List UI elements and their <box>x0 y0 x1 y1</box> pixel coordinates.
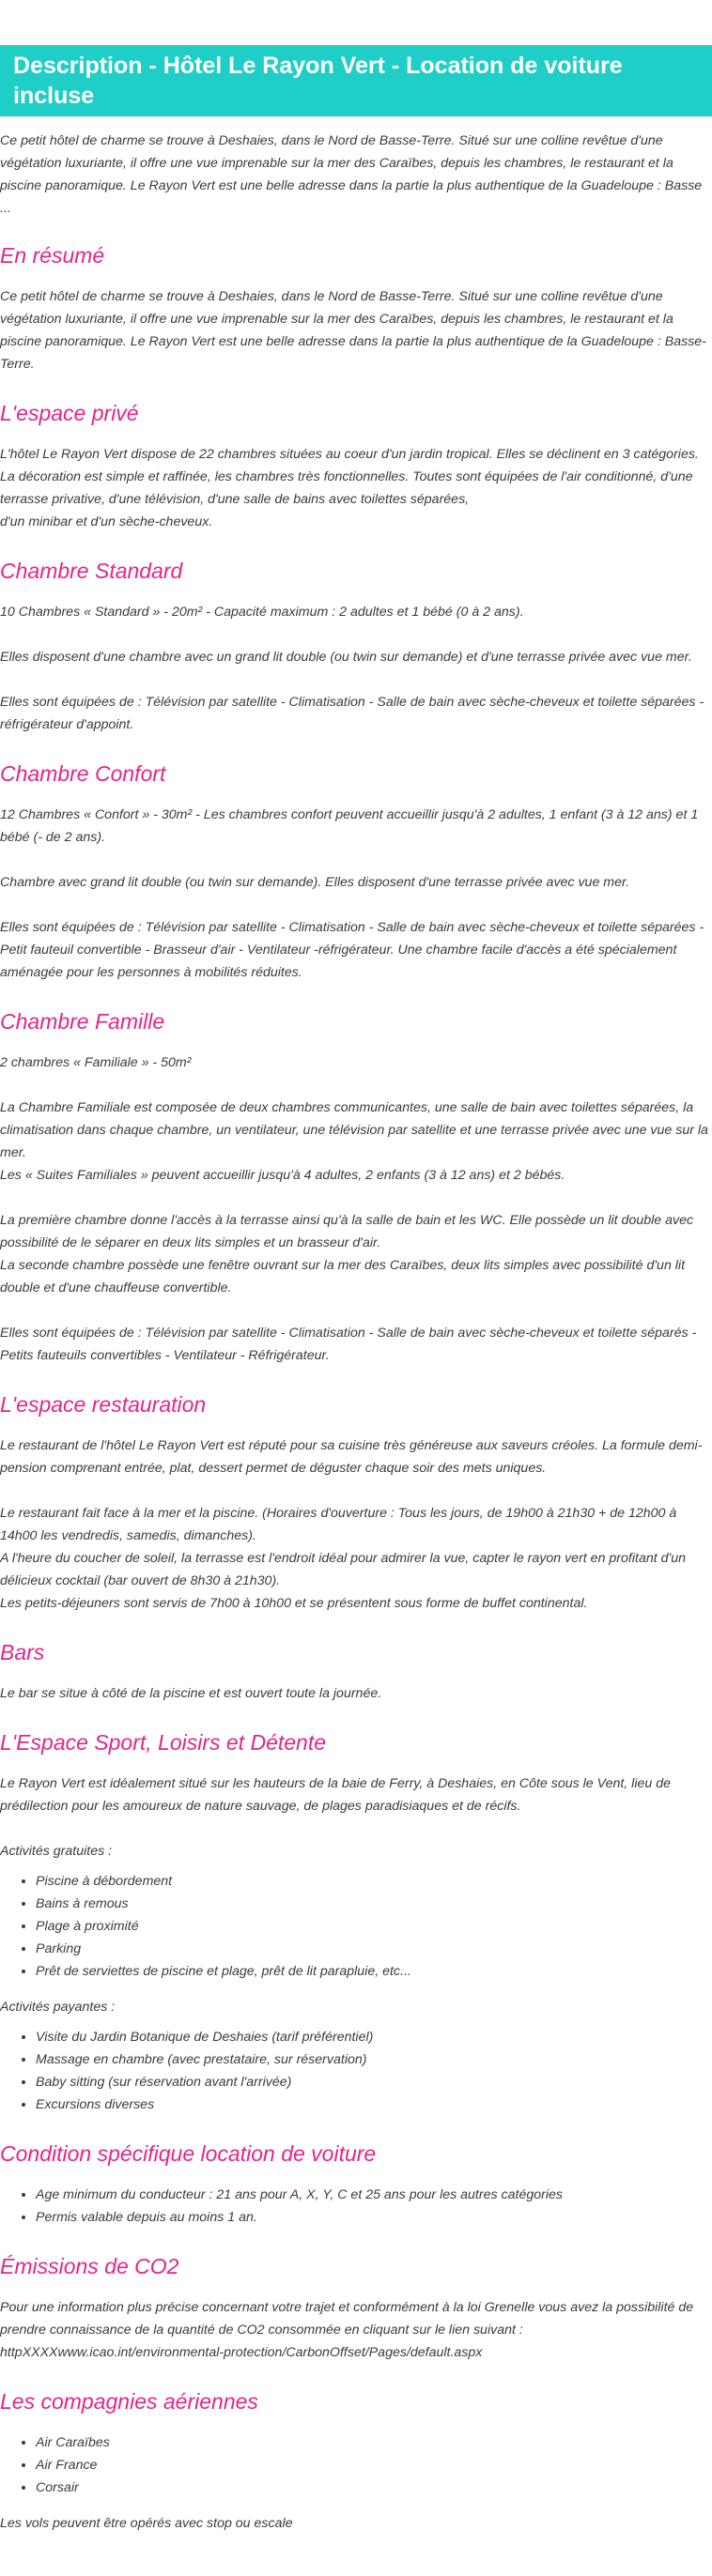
famille-p1: 2 chambres « Familiale » - 50m² <box>0 1055 192 1070</box>
espace-prive-text-2: d'un minibar et d'un sèche-cheveux. <box>0 514 213 529</box>
standard-p2: Elles disposent d'une chambre avec un grand lit double (ou twin sur demande) et d'une terrasse privée avec vue mer. <box>0 650 692 665</box>
restauration-p1: Le restaurant de l'hôtel Le Rayon Vert est réputé pour sa cuisine très généreuse aux saveurs créoles. La formule demi-pension comprenant entrée, plat, dessert permet de déguster chaque soir des mets uniques. <box>0 1438 703 1476</box>
list-item: • Excursions diverses <box>36 2093 712 2116</box>
list-item: • Baby sitting (sur réservation avant l'arrivée) <box>36 2071 712 2093</box>
list-item: • Visite du Jardin Botanique de Deshaies (tarif préférentiel) <box>36 2026 712 2048</box>
famille-p3a: La première chambre donne l'accès à la terrasse ainsi qu'à la salle de bain et les WC. Elle possède un lit double avec possibilité de le séparer en deux lits simples et un brasseur d'air. <box>0 1213 694 1250</box>
confort-p2: Chambre avec grand lit double (ou twin sur demande). Elles disposent d'une terrasse privée avec vue mer. <box>0 875 630 890</box>
compagnies-list <box>0 2431 712 2499</box>
gratuites-label: Activités gratuites : <box>0 1844 113 1859</box>
section-title-bars: Bars <box>0 1640 45 1664</box>
bars-p1: Le bar se situe à côté de la piscine et est ouvert toute la journée. <box>0 1686 382 1701</box>
list-item: • Prêt de serviettes de piscine et plage, prêt de lit parapluie, etc... <box>36 1960 712 1983</box>
section-title-compagnies: Les compagnies aériennes <box>0 2389 258 2414</box>
section-title-condition: Condition spécifique location de voiture <box>0 2141 377 2166</box>
list-item: • Bains à remous <box>36 1893 712 1915</box>
list-item: • Corsair <box>36 2476 712 2499</box>
confort-p1: 12 Chambres « Confort » - 30m² - Les chambres confort peuvent accueillir jusqu'à 2 adultes, 1 enfant (3 à 12 ans) et 1 bébé (- de 2 ans). <box>0 807 699 845</box>
payantes-label: Activités payantes : <box>0 2000 116 2015</box>
compagnies-note: Les vols peuvent être opérés avec stop ou escale <box>0 2516 293 2531</box>
list-item: • Piscine à débordement <box>36 1870 712 1893</box>
sport-p1: Le Rayon Vert est idéalement situé sur les hauteurs de la baie de Ferry, à Deshaies, en Côte sous le Vent, lieu de prédilection pour les amoureux de nature sauvage, de plages paradisiaques et de récifs. <box>0 1776 671 1814</box>
famille-p3 <box>0 1209 712 1299</box>
list-item: • Air France <box>36 2454 712 2476</box>
list-item: • Permis valable depuis au moins 1 an. <box>36 2206 712 2229</box>
famille-p3b: La seconde chambre possède une fenêtre ouvrant sur la mer des Caraïbes, deux lits simples avec possibilité d'un lit double et d'une chauffeuse convertible. <box>0 1258 686 1296</box>
section-title-co2: Émissions de CO2 <box>0 2254 179 2278</box>
section-title-standard: Chambre Standard <box>0 559 183 583</box>
famille-p4: Elles sont équipées de : Télévision par satellite - Climatisation - Salle de bain avec sèche-cheveux et toilette séparés - Petits fauteuils convertibles - Ventilateur - Réfrigérateur. <box>0 1326 697 1363</box>
famille-p2b: Les « Suites Familiales » peuvent accueillir jusqu'à 4 adultes, 2 enfants (3 à 12 ans) et 2 bébés. <box>0 1168 565 1183</box>
confort-p3: Elles sont équipées de : Télévision par satellite - Climatisation - Salle de bain avec sèche-cheveux et toilette séparées - Petit fauteuil convertible - Brasseur d'air - Ventilateur -réfrigérateur. Une chambre facile d'accès a été spécialement aménagée pour les personnes à mobilités réduites. <box>0 920 704 980</box>
standard-p3: Elles sont équipées de : Télévision par satellite - Climatisation - Salle de bain avec sèche-cheveux et toilette séparées - réfrigérateur d'appoint. <box>0 695 704 732</box>
list-item: • Massage en chambre (avec prestataire, sur réservation) <box>36 2048 712 2071</box>
co2-p1: Pour une information plus précise concernant votre trajet et conformément à la loi Grenelle vous avez la possibilité de prendre connaissance de la quantité de CO2 consommée en cliquant sur le lien suivant : httpXXXXwww.icao.int/environmental-protection/CarbonOffset/Pages/default.aspx <box>0 2300 694 2360</box>
standard-p1: 10 Chambres « Standard » - 20m² - Capacité maximum : 2 adultes et 1 bébé (0 à 2 ans). <box>0 605 524 620</box>
restauration-p2 <box>0 1502 712 1615</box>
section-title-sport: L'Espace Sport, Loisirs et Détente <box>0 1730 327 1755</box>
espace-prive-text <box>0 443 712 533</box>
restauration-p2a: Le restaurant fait face à la mer et la piscine. (Horaires d'ouverture : Tous les jours, de 19h00 à 21h30 + de 12h00 à 14h00 les vendredis, samedis, dimanches). <box>0 1506 677 1543</box>
page-title-banner: Description - Hôtel Le Rayon Vert - Location de voiture incluse <box>0 45 712 116</box>
famille-p2 <box>0 1096 712 1187</box>
section-title-famille: Chambre Famille <box>0 1009 165 1034</box>
intro-text: Ce petit hôtel de charme se trouve à Deshaies, dans le Nord de Basse-Terre. Situé sur une colline revêtue d'une végétation luxuriante, il offre une vue imprenable sur la mer des Caraïbes, depuis les chambres, le restaurant et la piscine panoramique. Le Rayon Vert est une belle adresse dans la partie la plus authentique de la Guadeloupe : Basse ... <box>0 133 703 216</box>
restauration-p2b: A l'heure du coucher de soleil, la terrasse est l'endroit idéal pour admirer la vue, capter le rayon vert en profitant d'un délicieux cocktail (bar ouvert de 8h30 à 21h30). <box>0 1551 686 1588</box>
list-item: • Age minimum du conducteur : 21 ans pour A, X, Y, C et 25 ans pour les autres catégories <box>36 2184 712 2206</box>
section-title-restauration: L'espace restauration <box>0 1392 207 1417</box>
espace-prive-text-1: L'hôtel Le Rayon Vert dispose de 22 chambres situées au coeur d'un jardin tropical. Elles se déclinent en 3 catégories. La décoration est simple et raffinée, les chambres très fonctionnelles. Toutes sont équipées de l'air conditionné, d'une terrasse privative, d'une télévision, d'une salle de bains avec toilettes séparées, <box>0 447 699 507</box>
list-item: • Plage à proximité <box>36 1915 712 1938</box>
section-title-espace-prive: L'espace privé <box>0 401 139 425</box>
famille-p2a: La Chambre Familiale est composée de deux chambres communicantes, une salle de bain avec toilettes séparées, la climatisation dans chaque chambre, un ventilateur, une télévision par satellite et une terrasse privée avec une vue sur la mer. <box>0 1100 708 1160</box>
section-title-confort: Chambre Confort <box>0 761 166 786</box>
resume-text: Ce petit hôtel de charme se trouve à Deshaies, dans le Nord de Basse-Terre. Situé sur une colline revêtue d'une végétation luxuriante, il offre une vue imprenable sur la mer des Caraïbes, depuis les chambres, le restaurant et la piscine panoramique. Le Rayon Vert est une belle adresse dans la partie la plus authentique de la Guadeloupe : Basse-Terre. <box>0 289 706 372</box>
list-item: • Parking <box>36 1938 712 1960</box>
payantes-list <box>0 2026 712 2116</box>
condition-list <box>0 2184 712 2229</box>
section-title-resume: En résumé <box>0 243 105 268</box>
restauration-p2c: Les petits-déjeuners sont servis de 7h00 à 10h00 et se présentent sous forme de buffet continental. <box>0 1596 588 1611</box>
list-item: • Air Caraïbes <box>36 2431 712 2454</box>
gratuites-list <box>0 1870 712 1983</box>
